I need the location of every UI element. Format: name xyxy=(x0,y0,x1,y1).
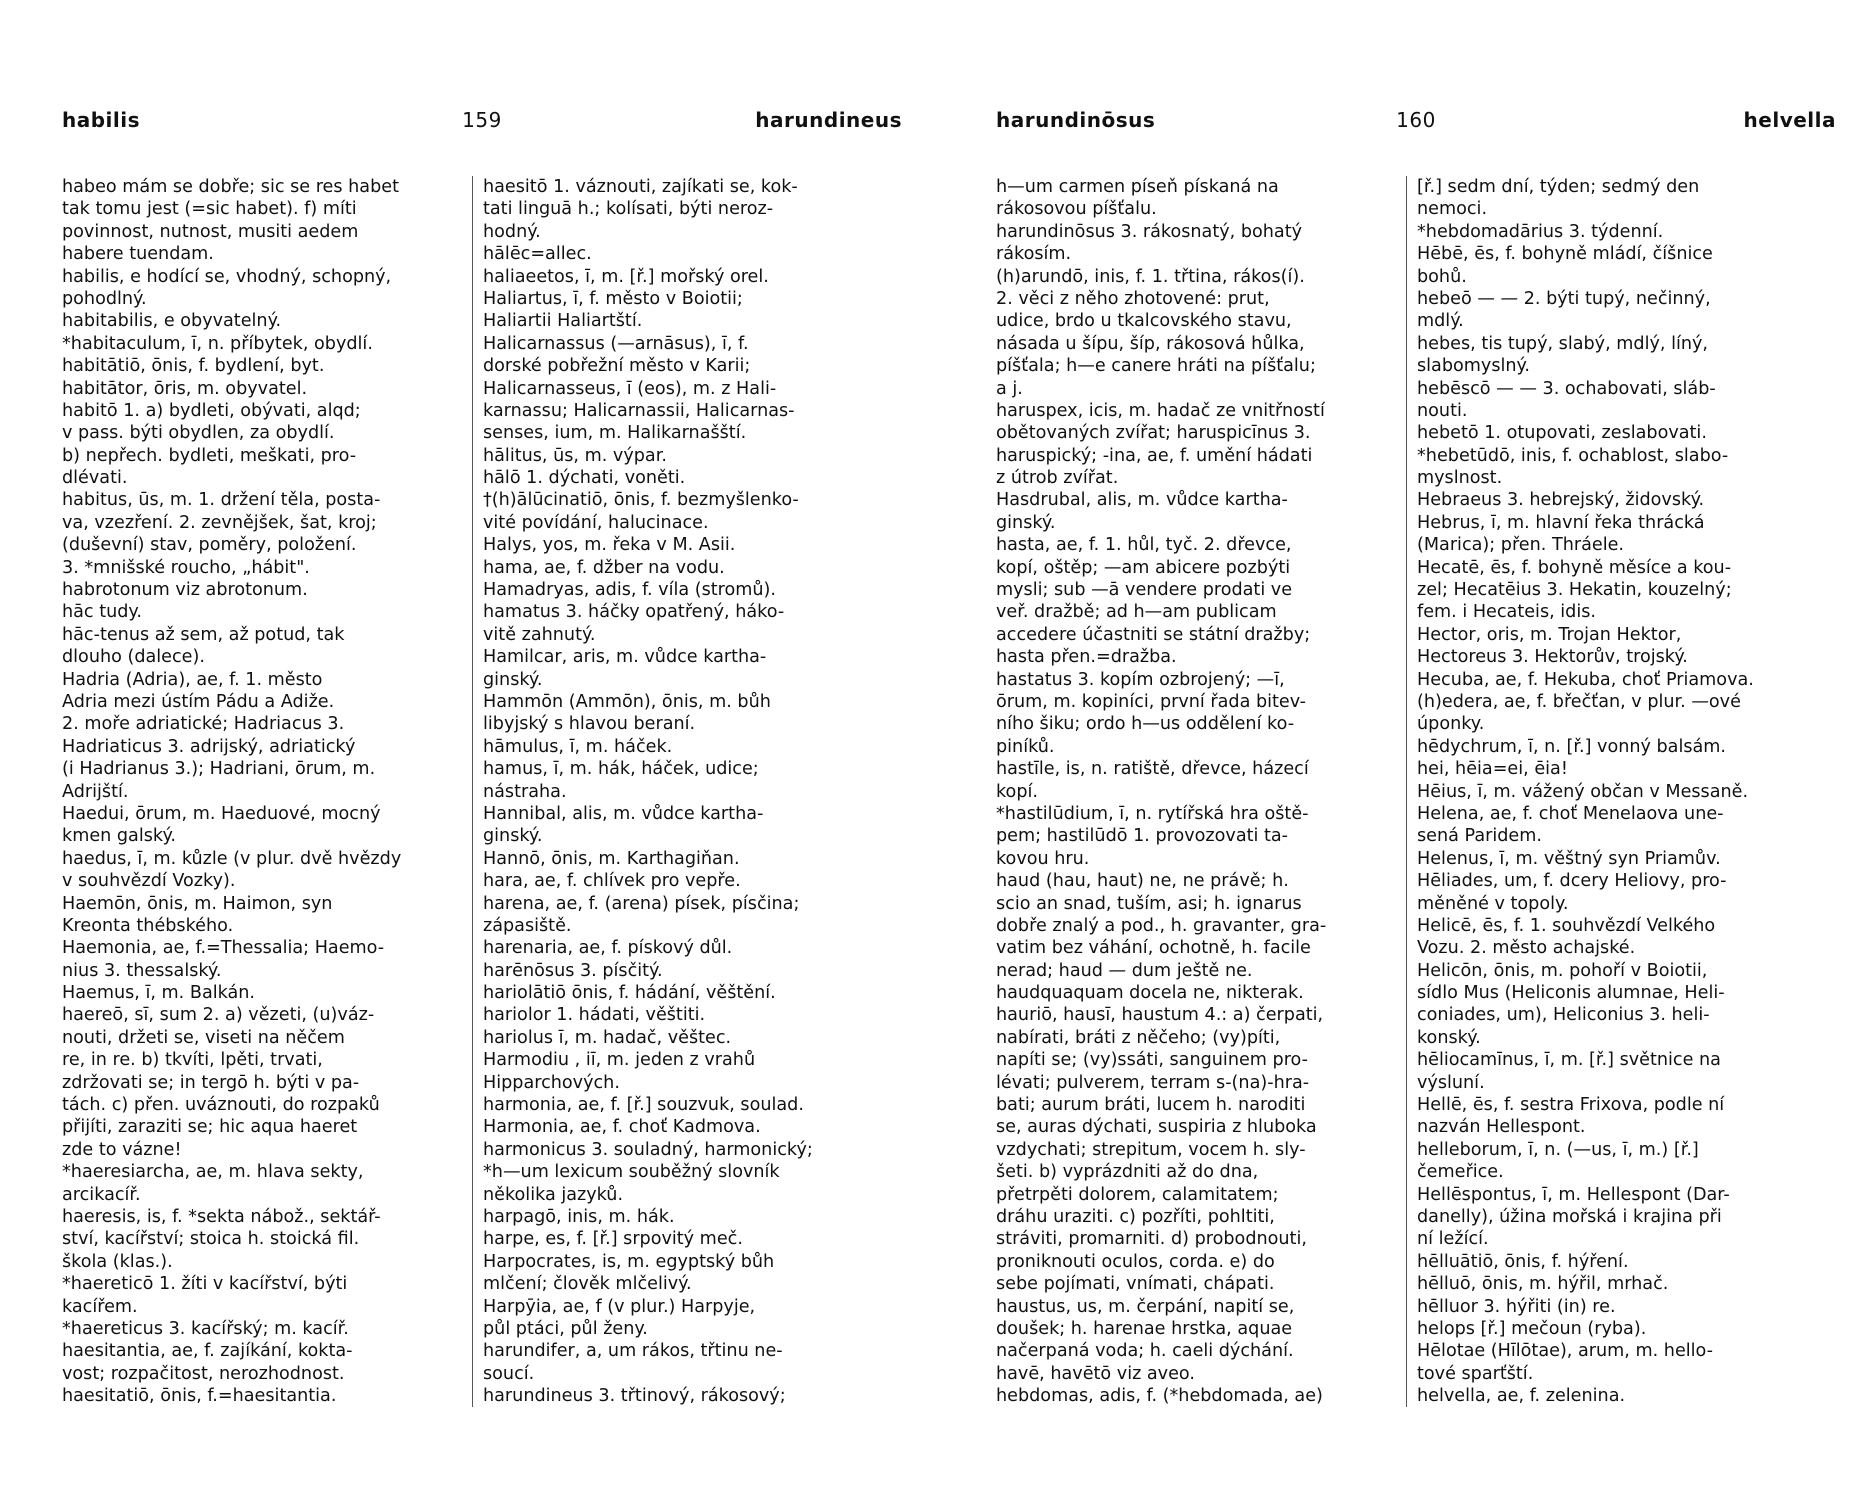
entry-line: *h—um lexicum souběžný slovník xyxy=(483,1162,780,1183)
entry-line: přijíti, zaraziti se; hic aqua haeret xyxy=(62,1117,358,1138)
entry-line: Halicarnassus (—arnāsus), ī, f. xyxy=(483,333,749,354)
entry-line: haruspický; -ina, ae, f. umění hádati xyxy=(996,445,1313,466)
entry-line: Haemonia, ae, f.=Thessalia; Haemo- xyxy=(62,938,385,959)
entry-line: *hebdomadārius 3. týdenní. xyxy=(1417,221,1664,242)
entry-line: čemeřice. xyxy=(1417,1162,1504,1183)
entry-line: bati; aurum bráti, lucem h. naroditi xyxy=(996,1095,1306,1116)
entry-line: konský. xyxy=(1417,1027,1481,1048)
entry-line: načerpaná voda; h. caeli dýchání. xyxy=(996,1341,1294,1362)
left-page-number: 159 xyxy=(462,108,502,132)
entry-line: kopí. xyxy=(996,781,1038,802)
entry-line: hariolor 1. hádati, věštiti. xyxy=(483,1005,706,1026)
entry-line: Hellē, ēs, f. sestra Frixova, podle ní xyxy=(1417,1095,1725,1116)
entry-line: Adria mezi ústím Pádu a Adiže. xyxy=(62,691,335,712)
entry-line: zde to vázne! xyxy=(62,1139,182,1160)
entry-line: hariolātiō ōnis, f. hádání, věštění. xyxy=(483,983,776,1004)
entry-line: lévati; pulverem, terram s-(na)-hra- xyxy=(996,1072,1310,1093)
entry-line: zápasiště. xyxy=(483,915,572,936)
entry-line: Harmonia, ae, f. choť Kadmova. xyxy=(483,1117,761,1138)
entry-line: Hamadryas, adis, f. víla (stromů). xyxy=(483,580,777,601)
entry-line: hāmulus, ī, m. háček. xyxy=(483,736,673,757)
entry-line: hāc tudy. xyxy=(62,602,142,623)
entry-line: v souhvězdí Vozky). xyxy=(62,871,236,892)
right-dictionary-page xyxy=(996,108,1836,1468)
entry-line: škola (klas.). xyxy=(62,1251,173,1272)
entry-line: hauriō, hausī, haustum 4.: a) čerpati, xyxy=(996,1005,1324,1026)
entry-line: hebes, tis tupý, slabý, mdlý, líný, xyxy=(1417,333,1709,354)
entry-line: píšťala; h—e canere hráti na píšťalu; xyxy=(996,356,1316,377)
entry-line: hei, hēia=ei, ēia! xyxy=(1417,759,1568,780)
entry-line: Halys, yos, m. řeka v M. Asii. xyxy=(483,535,736,556)
entry-line: hodný. xyxy=(483,221,541,242)
entry-line: piníků. xyxy=(996,736,1055,757)
entry-line: Hannibal, alis, m. vůdce kartha- xyxy=(483,803,764,824)
entry-line: Vozu. 2. město achajské. xyxy=(1417,938,1636,959)
entry-line: hēdychrum, ī, n. [ř.] vonný balsám. xyxy=(1417,736,1727,757)
entry-line: hama, ae, f. džber na vodu. xyxy=(483,557,725,578)
entry-line: Adrijští. xyxy=(62,781,129,802)
entry-line: harpe, es, f. [ř.] srpovitý meč. xyxy=(483,1229,743,1250)
entry-line: harundinōsus 3. rákosnatý, bohatý xyxy=(996,221,1303,242)
entry-line: haud (hau, haut) ne, ne právě; h. xyxy=(996,871,1289,892)
entry-line: rákosovou píšťalu. xyxy=(996,199,1157,220)
entry-line: harundifer, a, um rákos, třtinu ne- xyxy=(483,1341,783,1362)
right-page-number: 160 xyxy=(1396,108,1436,132)
right-head-guideword-first: harundinōsus xyxy=(996,108,1156,132)
entry-line: udice, brdo u tkalcovského stavu, xyxy=(996,311,1292,332)
entry-line: stráviti, promarniti. d) probodnouti, xyxy=(996,1229,1307,1250)
entry-line: hamus, ī, m. hák, háček, udice; xyxy=(483,759,759,780)
entry-line: b) nepřech. bydleti, meškati, pro- xyxy=(62,445,357,466)
left-page-column-1 xyxy=(62,176,458,1407)
entry-line: dlévati. xyxy=(62,468,128,489)
entry-line: hasta, ae, f. 1. hůl, tyč. 2. dřevce, xyxy=(996,535,1292,556)
entry-line: tak tomu jest (=sic habet). f) míti xyxy=(62,199,357,220)
entry-line: (duševní) stav, poměry, položení. xyxy=(62,535,357,556)
entry-line: hariolus ī, m. hadač, věštec. xyxy=(483,1027,732,1048)
entry-line: výsluní. xyxy=(1417,1072,1485,1093)
entry-line: Hipparchových. xyxy=(483,1072,620,1093)
entry-line: rákosím. xyxy=(996,244,1072,265)
entry-line: habitō 1. a) bydleti, obývati, alqd; xyxy=(62,400,361,421)
entry-line: Helicōn, ōnis, m. pohoří v Boiotii, xyxy=(1417,960,1708,981)
entry-line: hara, ae, f. chlívek pro vepře. xyxy=(483,871,741,892)
left-head-guideword-last: harundineus xyxy=(755,108,902,132)
entry-line: Hadria (Adria), ae, f. 1. město xyxy=(62,669,323,690)
entry-line: habitātor, ōris, m. obyvatel. xyxy=(62,378,308,399)
entry-line: (h)edera, ae, f. břečťan, v plur. —ové xyxy=(1417,691,1741,712)
entry-line: re, in re. b) tkvíti, lpěti, trvati, xyxy=(62,1050,323,1071)
entry-line: Hamilcar, aris, m. vůdce kartha- xyxy=(483,647,767,668)
entry-line: Hasdrubal, alis, m. vůdce kartha- xyxy=(996,490,1288,511)
entry-line: obětovaných zvířat; haruspicīnus 3. xyxy=(996,423,1311,444)
entry-line: Hebraeus 3. hebrejský, židovský. xyxy=(1417,490,1705,511)
left-page-column-2 xyxy=(472,176,893,1407)
entry-line: ginský. xyxy=(996,512,1056,533)
entry-line: dráhu uraziti. c) pozříti, pohltiti, xyxy=(996,1206,1275,1227)
entry-line: Haliartus, ī, f. město v Boiotii; xyxy=(483,288,743,309)
entry-line: habilis, e hodící se, vhodný, schopný, xyxy=(62,266,392,287)
entry-line: Hellēspontus, ī, m. Hellespont (Dar- xyxy=(1417,1184,1730,1205)
entry-line: nouti. xyxy=(1417,400,1468,421)
entry-line: vité povídání, halucinace. xyxy=(483,512,709,533)
entry-line: kmen galský. xyxy=(62,826,176,847)
entry-line: hastīle, is, n. ratiště, dřevce, házecí xyxy=(996,759,1309,780)
entry-line: mysli; sub —ā vendere prodati ve xyxy=(996,580,1293,601)
right-page-column-2 xyxy=(1406,176,1827,1407)
entry-line: nazván Hellespont. xyxy=(1417,1117,1586,1138)
entry-line: myslnost. xyxy=(1417,468,1503,489)
entry-line: v pass. býti obydlen, za obydlí. xyxy=(62,423,335,444)
entry-line: Harmodiu , iī, m. jeden z vrahů xyxy=(483,1050,756,1071)
entry-line: Halicarnasseus, ī (eos), m. z Hali- xyxy=(483,378,777,399)
entry-line: tati linguā h.; kolísati, býti neroz- xyxy=(483,199,774,220)
entry-line: bohů. xyxy=(1417,266,1467,287)
entry-line: hebetō 1. otupovati, zeslabovati. xyxy=(1417,423,1707,444)
entry-line: accedere účastniti se státní dražby; xyxy=(996,624,1311,645)
right-page-column-1 xyxy=(996,176,1392,1407)
entry-line: Helicē, ēs, f. 1. souhvězdí Velkého xyxy=(1417,915,1716,936)
entry-line: sená Paridem. xyxy=(1417,826,1542,847)
entry-line: ginský. xyxy=(483,826,543,847)
entry-line: arcikacíř. xyxy=(62,1184,141,1205)
entry-line: habitus, ūs, m. 1. držení těla, posta- xyxy=(62,490,381,511)
entry-line: soucí. xyxy=(483,1363,535,1384)
entry-line: nerad; haud — dum ještě ne. xyxy=(996,960,1253,981)
entry-line: va, vzezření. 2. zevnějšek, šat, kroj; xyxy=(62,512,377,533)
entry-line: (h)arundō, inis, f. 1. třtina, rákos(í). xyxy=(996,266,1305,287)
entry-line: Hadriaticus 3. adrijský, adriatický xyxy=(62,736,356,757)
entry-line: Hammōn (Ammōn), ōnis, m. bůh xyxy=(483,691,771,712)
entry-line: vzdychati; strepitum, vocem h. sly- xyxy=(996,1139,1306,1160)
entry-line: scio an snad, tuším, asi; h. ignarus xyxy=(996,893,1302,914)
entry-line: Hannō, ōnis, m. Karthagiňan. xyxy=(483,848,740,869)
entry-line: povinnost, nutnost, musiti aedem xyxy=(62,221,359,242)
entry-line: šeti. b) vyprázdniti až do dna, xyxy=(996,1162,1259,1183)
entry-line: Haedui, ōrum, m. Haeduové, mocný xyxy=(62,803,381,824)
entry-line: 3. *mnišské roucho, „hábit". xyxy=(62,557,310,578)
entry-line: Hecuba, ae, f. Hekuba, choť Priamova. xyxy=(1417,669,1754,690)
entry-line: *haereticō 1. žíti v kacířství, býti xyxy=(62,1274,348,1295)
entry-line: hēliocamīnus, ī, m. [ř.] světnice na xyxy=(1417,1050,1721,1071)
entry-line: ní ležící. xyxy=(1417,1229,1489,1250)
entry-line: senses, ium, m. Halikarnašští. xyxy=(483,423,747,444)
entry-line: úponky. xyxy=(1417,714,1485,735)
entry-line: několika jazyků. xyxy=(483,1184,624,1205)
entry-line: vatim bez váhání, ochotně, h. facile xyxy=(996,938,1311,959)
entry-line: veř. dražbě; ad h—am publicam xyxy=(996,602,1277,623)
entry-line: Harpocrates, is, m. egyptský bůh xyxy=(483,1251,775,1272)
entry-line: Hēliades, um, f. dcery Heliovy, pro- xyxy=(1417,871,1727,892)
entry-line: haesitō 1. váznouti, zajíkati se, kok- xyxy=(483,177,798,197)
entry-line: haesitantia, ae, f. zajíkání, kokta- xyxy=(62,1341,353,1362)
entry-line: sídlo Mus (Heliconis alumnae, Heli- xyxy=(1417,983,1725,1004)
entry-line: pem; hastilūdō 1. provozovati ta- xyxy=(996,826,1289,847)
entry-line: přetrpěti dolorem, calamitatem; xyxy=(996,1184,1279,1205)
entry-line: helvella, ae, f. zelenina. xyxy=(1417,1386,1626,1407)
entry-line: a j. xyxy=(996,378,1023,399)
entry-line: mlčení; člověk mlčelivý. xyxy=(483,1274,692,1295)
entry-line: hālitus, ūs, m. výpar. xyxy=(483,445,667,466)
entry-line: coniades, um), Heliconius 3. heli- xyxy=(1417,1005,1710,1026)
entry-line: hālēc=allec. xyxy=(483,244,592,265)
entry-line: napíti se; (vy)ssáti, sanguinem pro- xyxy=(996,1050,1308,1071)
entry-line: sebe pojímati, vnímati, chápati. xyxy=(996,1274,1275,1295)
entry-line: haliaeetos, ī, m. [ř.] mořský orel. xyxy=(483,266,769,287)
entry-line: z útrob zvířat. xyxy=(996,468,1119,489)
entry-line: havē, havētō viz aveo. xyxy=(996,1363,1195,1384)
entry-line: měněné v topoly. xyxy=(1417,893,1569,914)
entry-line: danelly), úžina mořská i krajina při xyxy=(1417,1206,1722,1227)
entry-line: *hebetūdō, inis, f. ochablost, slabo- xyxy=(1417,445,1729,466)
entry-line: hēlluor 3. hýřiti (in) re. xyxy=(1417,1296,1616,1317)
entry-line: haudquaquam docela ne, nikterak. xyxy=(996,983,1304,1004)
entry-line: haruspex, icis, m. hadač ze vnitřností xyxy=(996,400,1325,421)
entry-line: *hastilūdium, ī, n. rytířská hra oště- xyxy=(996,803,1309,824)
entry-line: ōrum, m. kopiníci, první řada bitev- xyxy=(996,691,1307,712)
entry-line: mdlý. xyxy=(1417,311,1464,332)
entry-line: habeo mám se dobře; sic se res habet xyxy=(62,177,399,197)
entry-line: hāc-tenus až sem, až potud, tak xyxy=(62,624,345,645)
entry-line: kovou hru. xyxy=(996,848,1090,869)
entry-line: 2. věci z něho zhotovené: prut, xyxy=(996,288,1270,309)
entry-line: libyjský s hlavou beraní. xyxy=(483,714,696,735)
entry-line: dobře znalý a pod., h. gravanter, gra- xyxy=(996,915,1327,936)
entry-line: doušek; h. harenae hrstka, aquae xyxy=(996,1318,1293,1339)
entry-line: nemoci. xyxy=(1417,199,1488,220)
entry-line: Haliartii Haliartští. xyxy=(483,311,643,332)
entry-line: (Marica); přen. Thráele. xyxy=(1417,535,1625,556)
entry-line: tách. c) přen. uváznouti, do rozpaků xyxy=(62,1095,380,1116)
entry-line: harena, ae, f. (arena) písek, písčina; xyxy=(483,893,800,914)
entry-line: haedus, ī, m. kůzle (v plur. dvě hvězdy xyxy=(62,848,402,869)
entry-line: hasta přen.=dražba. xyxy=(996,647,1177,668)
entry-line: haustus, us, m. čerpání, napití se, xyxy=(996,1296,1295,1317)
entry-line: půl ptáci, půl ženy. xyxy=(483,1318,648,1339)
right-running-head xyxy=(996,108,1836,134)
entry-line: se, auras dýchati, suspiria z hluboka xyxy=(996,1117,1317,1138)
entry-line: ství, kacířství; stoica h. stoická fil. xyxy=(62,1229,360,1250)
entry-line: násada u šípu, šíp, rákosová hůlka, xyxy=(996,333,1305,354)
entry-line: †(h)ālūcinatiō, ōnis, f. bezmyšlenko- xyxy=(483,490,799,511)
entry-line: haesitatiō, ōnis, f.=haesitantia. xyxy=(62,1386,337,1407)
entry-line: helleborum, ī, n. (—us, ī, m.) [ř.] xyxy=(1417,1139,1699,1160)
entry-line: helops [ř.] mečoun (ryba). xyxy=(1417,1318,1647,1339)
left-head-guideword-first: habilis xyxy=(62,108,141,132)
entry-line: [ř.] sedm dní, týden; sedmý den xyxy=(1417,177,1700,197)
entry-line: harmonicus 3. souladný, harmonický; xyxy=(483,1139,813,1160)
entry-line: nouti, držeti se, viseti na něčem xyxy=(62,1027,345,1048)
entry-line: tové sparťští. xyxy=(1417,1363,1534,1384)
entry-line: *haeresiarcha, ae, m. hlava sekty, xyxy=(62,1162,364,1183)
entry-line: hebēscō — — 3. ochabovati, sláb- xyxy=(1417,378,1716,399)
entry-line: Kreonta thébského. xyxy=(62,915,234,936)
entry-line: harenaria, ae, f. pískový důl. xyxy=(483,938,733,959)
left-page-columns xyxy=(62,176,902,1468)
entry-line: dlouho (dalece). xyxy=(62,647,205,668)
entry-line: Harpȳia, ae, f (v plur.) Harpyje, xyxy=(483,1296,756,1317)
left-dictionary-page xyxy=(62,108,902,1468)
entry-line: hebdomas, adis, f. (*hebdomada, ae) xyxy=(996,1386,1323,1407)
entry-line: hālō 1. dýchati, voněti. xyxy=(483,468,686,489)
entry-line: habrotonum viz abrotonum. xyxy=(62,580,308,601)
entry-line: proniknouti oculos, corda. e) do xyxy=(996,1251,1275,1272)
entry-line: kopí, oštěp; —am abicere pozbýti xyxy=(996,557,1291,578)
entry-line: zel; Hecatēius 3. Hekatin, kouzelný; xyxy=(1417,580,1732,601)
entry-line: vost; rozpačitost, nerozhodnost. xyxy=(62,1363,345,1384)
entry-line: karnassu; Halicarnassii, Halicarnas- xyxy=(483,400,795,421)
entry-line: dorské pobřežní město v Karii; xyxy=(483,356,751,377)
entry-line: (i Hadrianus 3.); Hadriani, ōrum, m. xyxy=(62,759,376,780)
entry-line: hamatus 3. háčky opatřený, háko- xyxy=(483,602,785,623)
entry-line: 2. moře adriatické; Hadriacus 3. xyxy=(62,714,345,735)
entry-line: *haereticus 3. kacířský; m. kacíř. xyxy=(62,1318,349,1339)
entry-line: Hecatē, ēs, f. bohyně měsíce a kou- xyxy=(1417,557,1732,578)
right-page-columns xyxy=(996,176,1836,1468)
entry-line: harēnōsus 3. písčitý. xyxy=(483,960,663,981)
entry-line: habitabilis, e obyvatelný. xyxy=(62,311,282,332)
entry-line: slabomyslný. xyxy=(1417,356,1531,377)
entry-line: Haemus, ī, m. Balkán. xyxy=(62,983,256,1004)
entry-line: pohodlný. xyxy=(62,288,147,309)
entry-line: hastatus 3. kopím ozbrojený; —ī, xyxy=(996,669,1285,690)
entry-line: ního šiku; ordo h—us oddělení ko- xyxy=(996,714,1295,735)
entry-line: kacířem. xyxy=(62,1296,138,1317)
entry-line: hēlluātiō, ōnis, f. hýření. xyxy=(1417,1251,1629,1272)
entry-line: harmonia, ae, f. [ř.] souzvuk, soulad. xyxy=(483,1095,804,1116)
entry-line: harundineus 3. třtinový, rákosový; xyxy=(483,1386,786,1407)
entry-line: Haemōn, ōnis, m. Haimon, syn xyxy=(62,893,333,914)
right-head-guideword-last: helvella xyxy=(1743,108,1836,132)
entry-line: nius 3. thessalský. xyxy=(62,960,222,981)
entry-line: ginský. xyxy=(483,669,543,690)
entry-line: haereō, sī, sum 2. a) vězeti, (u)váz- xyxy=(62,1005,375,1026)
entry-line: Hēbē, ēs, f. bohyně mládí, číšnice xyxy=(1417,244,1713,265)
entry-line: Hebrus, ī, m. hlavní řeka thrácká xyxy=(1417,512,1705,533)
entry-line: Hēlotae (Hīlōtae), arum, m. hello- xyxy=(1417,1341,1713,1362)
entry-line: hēlluō, ōnis, m. hýřil, mrhač. xyxy=(1417,1274,1669,1295)
entry-line: Hector, oris, m. Trojan Hektor, xyxy=(1417,624,1682,645)
entry-line: Helenus, ī, m. věštný syn Priamův. xyxy=(1417,848,1721,869)
entry-line: habitātiō, ōnis, f. bydlení, byt. xyxy=(62,356,325,377)
entry-line: nabírati, bráti z něčeho; (vy)píti, xyxy=(996,1027,1281,1048)
entry-line: zdržovati se; in tergō h. býti v pa- xyxy=(62,1072,360,1093)
entry-line: hebeō — — 2. býti tupý, nečinný, xyxy=(1417,288,1711,309)
entry-line: fem. i Hecateis, idis. xyxy=(1417,602,1596,623)
entry-line: Helena, ae, f. choť Menelaova une- xyxy=(1417,803,1724,824)
entry-line: harpagō, inis, m. hák. xyxy=(483,1206,675,1227)
entry-line: *habitaculum, ī, n. příbytek, obydlí. xyxy=(62,333,373,354)
entry-line: habere tuendam. xyxy=(62,244,214,265)
entry-line: vitě zahnutý. xyxy=(483,624,596,645)
entry-line: Hēius, ī, m. vážený občan v Messaně. xyxy=(1417,781,1749,802)
entry-line: haeresis, is, f. *sekta nábož., sektář- xyxy=(62,1206,381,1227)
entry-line: Hectoreus 3. Hektorův, trojský. xyxy=(1417,647,1688,668)
entry-line: nástraha. xyxy=(483,781,567,802)
left-running-head xyxy=(62,108,902,134)
entry-line: h—um carmen píseň pískaná na xyxy=(996,177,1279,197)
